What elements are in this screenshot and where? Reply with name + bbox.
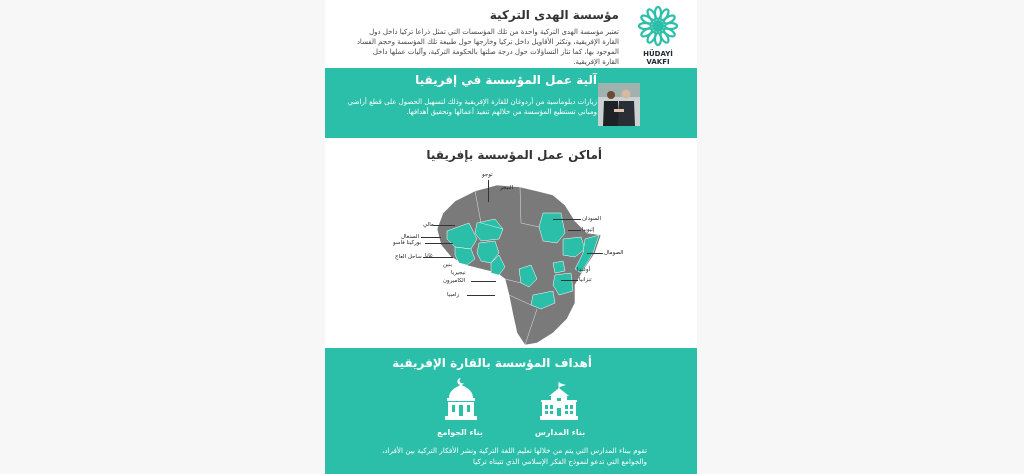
goals-section [325, 348, 697, 474]
label-sudan: السودان [582, 216, 601, 222]
page-title: مؤسسة الهدى التركية [489, 8, 619, 22]
leader-sudan [553, 219, 581, 220]
schools-label: بناء المدارس [534, 428, 586, 437]
label-burkina: بوركينا فاسو [393, 240, 422, 246]
goals-paragraph-line1: تقوم ببناء المدارس التي يتم من خلالها تعليم اللغة التركية ونشر الأفكار التركية بين الأفراد، [382, 446, 647, 455]
label-ghana: غانا [425, 253, 433, 259]
logo-text-line2: VAKFI [646, 58, 670, 66]
leader-somalia [587, 253, 603, 254]
label-somalia: الصومال [604, 250, 624, 256]
mosques-label: بناء الجوامع [437, 428, 483, 437]
leader-zambia [467, 295, 495, 296]
leader-ivory [423, 257, 453, 258]
leader-mali [433, 225, 455, 226]
mosque-icon [443, 376, 479, 422]
logo-flower-icon [626, 6, 690, 50]
region-uganda [553, 261, 565, 273]
label-uganda: أوغندا [577, 267, 591, 273]
mechanism-paragraph: زيارات دبلوماسية من أردوغان للقارة الإفريقية وذلك لتسهيل الحصول على قطع أراضي ومباني تستطيع المؤسسة من خلالهم تنفيذ أعمالها وتحقيق أهدافها. [347, 98, 597, 116]
label-nigeria: نيجيريا [451, 270, 466, 276]
infographic [325, 0, 697, 474]
mechanism-title: آلية عمل المؤسسة في إفريقيا [415, 73, 597, 87]
goals-title: أهداف المؤسسة بالقارة الإفريقية [392, 356, 592, 370]
label-cameroon: الكاميرون [443, 278, 466, 284]
label-zambia: زامبيا [447, 292, 460, 298]
label-ivory: ساحل العاج [395, 254, 422, 260]
label-mali: مالي [423, 222, 434, 228]
school-icon [539, 382, 579, 422]
goals-paragraph-line2: والجوامع التي تدعو لنموذج الفكر الإسلامي الذي تتبناه تركيا [473, 457, 647, 466]
label-tanzania: تنزانيا [579, 277, 592, 283]
label-senegal: السنغال [401, 234, 420, 240]
label-ethiopia: إثيوبيا [582, 227, 595, 233]
handshake-photo [598, 83, 640, 126]
leader-senegal [421, 237, 441, 238]
leader-burkina [425, 243, 453, 244]
label-benin: بنين [443, 262, 453, 268]
header-section [325, 0, 697, 68]
leader-cameroon [471, 281, 496, 282]
label-togo: توجو [482, 172, 493, 178]
logo-text-line1: HÜDAYİ [643, 50, 673, 58]
mechanism-section [325, 68, 697, 138]
locations-title: أماكن عمل المؤسسة بإفريقيا [426, 148, 602, 162]
leader-tanzania [561, 280, 578, 281]
leader-ethiopia [568, 230, 581, 231]
locations-section [325, 138, 697, 348]
hudayi-logo-icon [626, 6, 690, 66]
intro-paragraph: تعتبر مؤسسة الهدى التركية واحدة من تلك المؤسسات التي تمثل ذراعا تركيا داخل دول القارة الإفريقية، وتكثر الأقاويل داخل تركيا وخارجها حول طبيعة تلك المؤسسة وحجم الفساد الموجود بها، كما تثار التساؤلات حول درجة صلتها بالحكومة التركية، وآليات عملها داخل القارة الإفريقية. [356, 28, 619, 66]
label-niger: النيجر [500, 185, 514, 191]
africa-continent [437, 185, 601, 345]
leader-togo [488, 180, 489, 202]
